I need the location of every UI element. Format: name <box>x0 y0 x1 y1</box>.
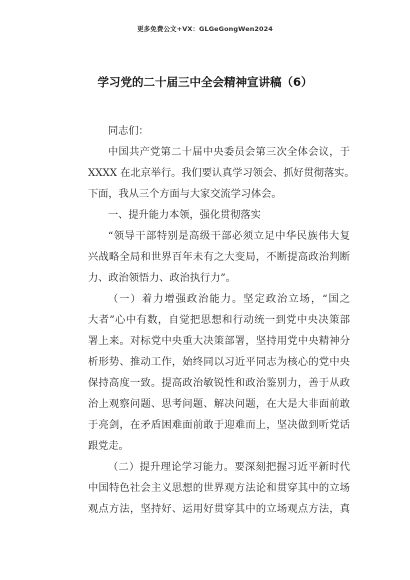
paragraph-line: “领导干部特别是高级干部必须立足中华民族伟大复 <box>108 231 350 242</box>
paragraph <box>88 289 350 457</box>
paragraph-line: 兴战略全局和世界百年未有之大变局，不断提高政治判断 <box>88 252 350 263</box>
paragraph-line: 跟党走。 <box>88 441 129 452</box>
paragraph-line: 署上来。对标党中央重大决策部署，坚持用党中央精神分 <box>88 336 350 347</box>
paragraph <box>88 226 350 289</box>
salutation-block <box>88 121 350 142</box>
paragraph-line: 中国共产党第二十届中央委员会第三次全体会议，于 <box>108 147 350 158</box>
section-heading-text: 一、提升能力本领，强化贯彻落实 <box>108 210 261 221</box>
paragraph-line: （一）着力增强政治能力。坚定政治立场，“国之 <box>108 294 350 305</box>
paragraph-line: 治上观察问题、思考问题、解决问题，在大是大非面前敢 <box>88 399 350 410</box>
paragraph-line: （二）提升理论学习能力。要深刻把握习近平新时代 <box>108 462 350 473</box>
paragraph <box>88 457 350 520</box>
salutation: 同志们： <box>108 126 149 137</box>
paragraph-line: 力、政治领悟力、政治执行力”。 <box>88 273 236 284</box>
header-note: 更多免费公文+VX：GLGeGongWen2024 <box>137 25 273 33</box>
section-heading <box>88 205 350 226</box>
paragraph-line: 大者”心中有数，自觉把思想和行动统一到党中央决策部 <box>88 315 350 326</box>
paragraph-line: 保持高度一致。提高政治敏锐性和政治鉴别力，善于从政 <box>88 378 350 389</box>
paragraph-line: 于亮剑，在矛盾困难面前敢于迎难而上，坚决做到听党话 <box>88 420 350 431</box>
page-title: 学习党的二十届三中全会精神宣讲稿（6） <box>97 75 313 89</box>
paragraph-line: 下面，我从三个方面与大家交流学习体会。 <box>88 189 282 200</box>
paragraph-line: 观点方法，坚持好、运用好贯穿其中的立场观点方法，真 <box>88 504 350 515</box>
paragraph-line: XXXX 在北京举行。我们要认真学习领会、抓好贯彻落实。 <box>88 168 355 179</box>
paragraph-line: 析形势、推动工作，始终同以习近平同志为核心的党中央 <box>88 357 350 368</box>
paragraph <box>88 142 355 205</box>
paragraph-line: 中国特色社会主义思想的世界观方法论和贯穿其中的立场 <box>88 483 350 494</box>
